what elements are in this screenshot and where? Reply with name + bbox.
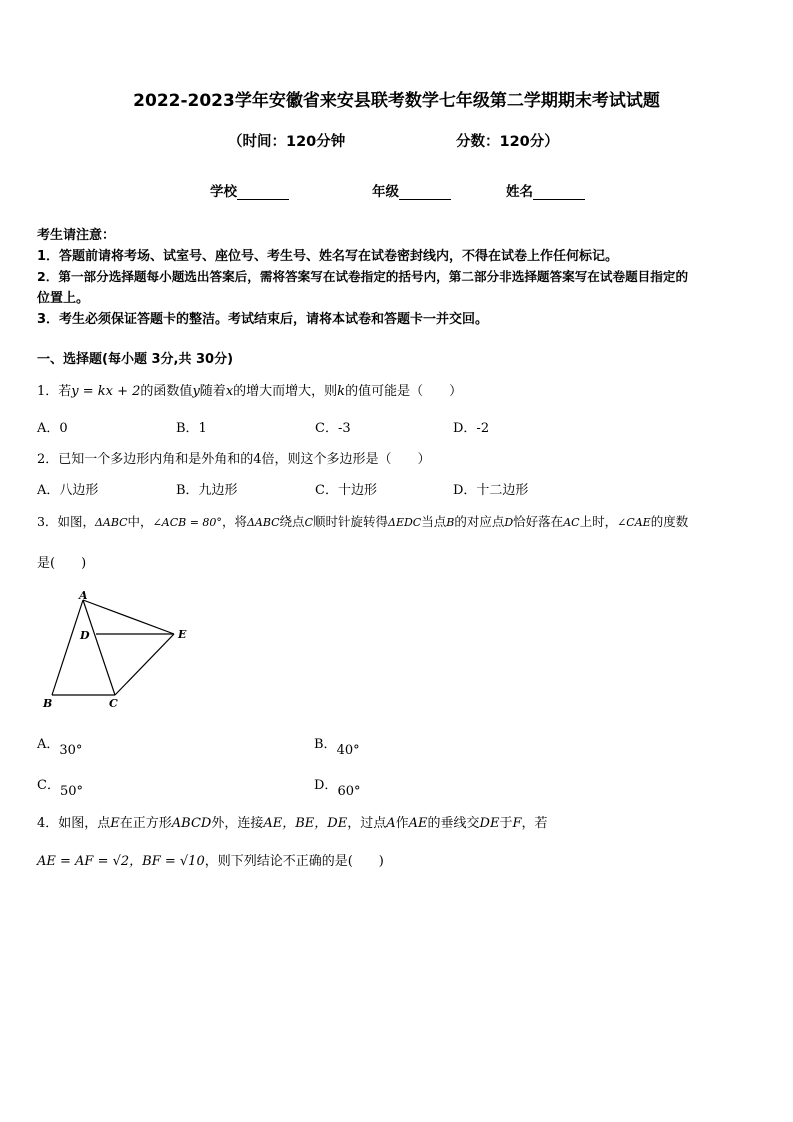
segment-ab [52, 600, 83, 695]
q4-math: AE，BE，DE [263, 816, 348, 831]
exam-time: （时间：120分钟 [228, 134, 346, 150]
q1-text: 的函数值 [140, 384, 193, 399]
q4-text: 在正方形 [119, 816, 172, 831]
q3-math: ∠CAE [617, 516, 651, 529]
q1-option-c: C．-3 [315, 421, 351, 436]
point-label-b: B [43, 697, 53, 710]
q3-option-d [314, 774, 361, 799]
q3-line-2: 是( ) [37, 556, 87, 571]
section-heading: 一、选择题(每小题 3分,共 30分) [37, 352, 234, 367]
q3-text: 的度数 [650, 514, 689, 529]
notice-item-2a: 2．第一部分选择题每小题选出答案后，需将答案写在试卷指定的括号内，第二部分非选择题答案写在试卷题目指定的 [37, 269, 689, 284]
notice-item-3: 3．考生必须保证答题卡的整洁。考试结束后，请将本试卷和答题卡一并交回。 [37, 312, 489, 327]
point-label-a: A [79, 589, 88, 602]
q1-option-b: B．1 [176, 421, 207, 436]
q4-text: ，过点 [347, 816, 387, 831]
q1-text: 1．若 [37, 384, 72, 399]
option-label: D． [314, 778, 338, 793]
exam-score: 分数：120分） [456, 134, 559, 150]
q1-text: 的值可能是（ ） [345, 384, 463, 399]
q1-expression: y = kx + 2 [71, 384, 141, 399]
q1-option-a: A．0 [37, 421, 68, 436]
q3-text: ，将 [221, 514, 247, 529]
q2-option-d: D．十二边形 [453, 483, 529, 498]
q2-option-a: A．八边形 [37, 483, 99, 498]
school-field [210, 180, 289, 200]
q1-var-k: k [337, 384, 346, 399]
grade-label: 年级 [372, 184, 399, 200]
grade-blank [399, 185, 451, 200]
option-value: 40° [336, 743, 360, 758]
q3-option-a [37, 733, 83, 758]
q3-text: 顺时针旋转得 [312, 514, 388, 529]
q4-math: A [386, 816, 396, 831]
point-label-d: D [80, 629, 90, 642]
q2-option-c: C．十边形 [315, 483, 377, 498]
point-label-e: E [178, 628, 187, 641]
option-value: 30° [59, 743, 83, 758]
q1-var-x: x [225, 384, 234, 399]
notice-item-1: 1．答题前请将考场、试室号、座位号、考生号、姓名写在试卷密封线内，不得在试卷上作任何标记。 [37, 249, 619, 264]
q4-math: F [512, 816, 522, 831]
q4-text: 的垂线交 [427, 816, 480, 831]
option-value: 60° [337, 784, 361, 799]
q3-math: ΔABC [94, 516, 128, 529]
question-4 [37, 812, 548, 831]
question-3 [37, 512, 688, 530]
q3-option-c [37, 774, 83, 799]
q4-text: 4．如图，点 [37, 816, 111, 831]
question-1 [37, 380, 462, 399]
notice-item-2b: 位置上。 [37, 291, 90, 306]
page-title: 2022-2023学年安徽省来安县联考数学七年级第二学期期末考试试题 [133, 91, 660, 111]
q4-math: AE [408, 816, 428, 831]
q3-option-b [314, 733, 360, 758]
option-value: 50° [59, 784, 83, 799]
q4-math: E [110, 816, 120, 831]
q3-math: ∠ACB = 80° [152, 516, 222, 529]
q3-math: C [304, 516, 313, 529]
q4-math: DE [479, 816, 500, 831]
name-label: 姓名 [506, 184, 533, 200]
notice-heading: 考生请注意： [37, 228, 116, 243]
q3-text: 上时， [579, 514, 618, 529]
q2-option-b: B．九边形 [176, 483, 238, 498]
segment-ae [83, 600, 174, 634]
q4-text: ，则下列结论不正确的是( ) [204, 854, 384, 869]
q3-math: B [446, 516, 455, 529]
q1-text: 的增大而增大，则 [233, 384, 338, 399]
triangle-figure [38, 588, 198, 710]
q4-text: 于 [499, 816, 513, 831]
name-blank [533, 185, 585, 200]
q3-text: 绕点 [279, 514, 305, 529]
school-blank [237, 185, 289, 200]
q3-math: ΔEDC [388, 516, 422, 529]
q4-text: 作 [395, 816, 409, 831]
segment-ec [115, 634, 174, 695]
option-label: C． [37, 778, 60, 793]
q1-var-y: y [192, 384, 200, 399]
q3-text: 中， [127, 514, 153, 529]
q3-math: AC [563, 516, 580, 529]
q3-text: 当点 [421, 514, 447, 529]
q4-math: ABCD [171, 816, 212, 831]
school-label: 学校 [210, 184, 237, 200]
q4-equation: AE = AF = √2，BF = √10 [37, 854, 205, 869]
point-label-c: C [109, 697, 118, 710]
q3-text: 恰好落在 [513, 514, 564, 529]
q1-text: 随着 [199, 384, 226, 399]
q3-math: D [504, 516, 514, 529]
option-label: B． [314, 737, 337, 752]
question-2: 2．已知一个多边形内角和是外角和的4倍，则这个多边形是（ ） [37, 452, 431, 467]
q4-text: 外，连接 [211, 816, 264, 831]
name-field [506, 180, 585, 200]
q3-text: 3．如图， [37, 514, 95, 529]
grade-field [372, 180, 451, 200]
q1-option-d: D．-2 [453, 421, 490, 436]
q4-text: ，若 [521, 816, 548, 831]
q4-line-2 [37, 850, 384, 869]
option-label: A． [37, 737, 60, 752]
q3-math: ΔABC [246, 516, 280, 529]
q3-text: 的对应点 [454, 514, 505, 529]
segment-ac [83, 600, 115, 695]
